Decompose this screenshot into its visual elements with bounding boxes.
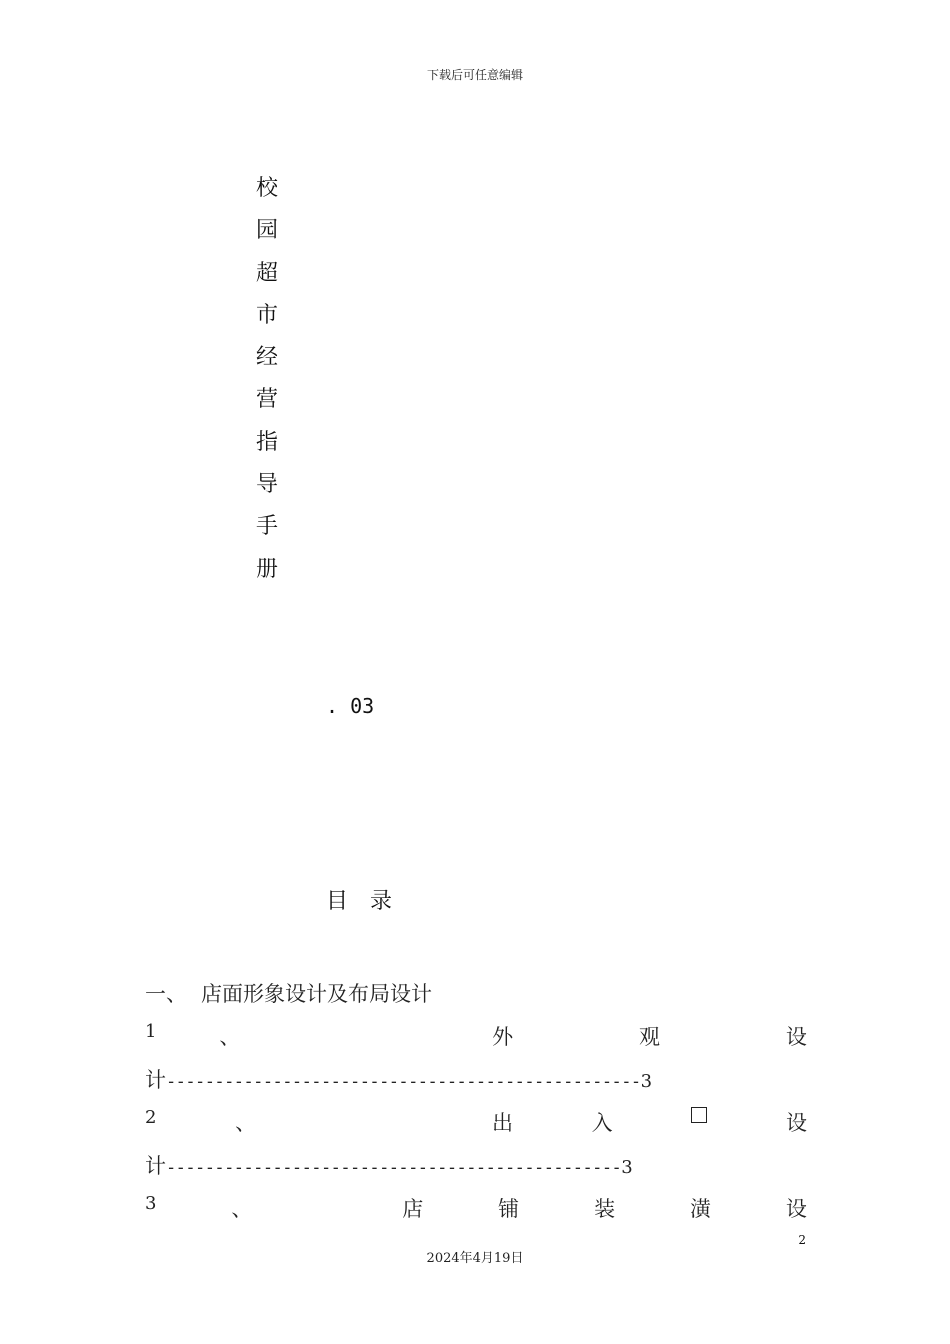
toc-item-2-line-a[interactable] bbox=[145, 1107, 807, 1137]
title-char: 指 bbox=[256, 429, 279, 455]
toc-item-1-line-b[interactable] bbox=[145, 1064, 807, 1094]
toc-item-1-line-a[interactable] bbox=[145, 1021, 807, 1051]
section-index: 一、 bbox=[145, 982, 187, 1006]
title-char: 超 bbox=[256, 260, 279, 286]
item-separator: 、 bbox=[219, 1025, 241, 1049]
toc-item-3-line-a[interactable] bbox=[145, 1193, 807, 1223]
item-word: 出 bbox=[492, 1111, 514, 1135]
dot-leader: ----------------------------------------------- bbox=[166, 1158, 622, 1178]
item-wrap: 计 bbox=[145, 1154, 166, 1178]
item-number: 1 bbox=[145, 1021, 157, 1042]
title-char: 营 bbox=[256, 387, 279, 413]
item-separator: 、 bbox=[231, 1197, 253, 1221]
toc-item-2-line-b[interactable] bbox=[145, 1150, 807, 1180]
toc-title bbox=[326, 884, 392, 915]
item-number: 3 bbox=[145, 1193, 157, 1214]
page-ref: 3 bbox=[640, 1071, 653, 1092]
item-word: 铺 bbox=[498, 1197, 520, 1221]
item-word: 设 bbox=[785, 1111, 807, 1135]
item-word: 观 bbox=[639, 1025, 661, 1049]
item-wrap: 计 bbox=[145, 1068, 166, 1092]
item-word: 设 bbox=[785, 1197, 807, 1221]
item-word: 入 bbox=[591, 1111, 613, 1135]
page-header: 下载后可任意编辑 bbox=[426, 68, 523, 82]
item-word: 设 bbox=[785, 1025, 807, 1049]
date-code: . 03 bbox=[326, 694, 375, 718]
item-word: 店 bbox=[402, 1197, 424, 1221]
page-footer-date: 2024年4月19日 bbox=[426, 1251, 524, 1266]
dot-leader: ------------------------------------------------- bbox=[166, 1072, 641, 1092]
vertical-title bbox=[256, 168, 286, 591]
item-word: 外 bbox=[492, 1025, 514, 1049]
toc-section-1[interactable] bbox=[145, 978, 432, 1008]
title-char: 手 bbox=[256, 514, 279, 540]
missing-glyph-box-icon bbox=[691, 1107, 707, 1123]
page-number: 2 bbox=[798, 1233, 806, 1247]
title-char: 导 bbox=[256, 472, 279, 498]
toc-title-char: 目 bbox=[326, 889, 349, 914]
title-char: 校 bbox=[256, 176, 279, 201]
item-separator: 、 bbox=[235, 1111, 257, 1135]
page-ref: 3 bbox=[621, 1157, 633, 1178]
title-char: 市 bbox=[256, 302, 279, 328]
title-char: 经 bbox=[256, 345, 279, 371]
item-word: 潢 bbox=[689, 1197, 711, 1221]
section-label: 店面形象设计及布局设计 bbox=[201, 982, 432, 1006]
item-word: 装 bbox=[594, 1197, 616, 1221]
title-char: 册 bbox=[256, 556, 279, 582]
item-number: 2 bbox=[145, 1107, 157, 1128]
title-char: 园 bbox=[256, 218, 279, 244]
toc-title-char: 录 bbox=[370, 889, 393, 914]
